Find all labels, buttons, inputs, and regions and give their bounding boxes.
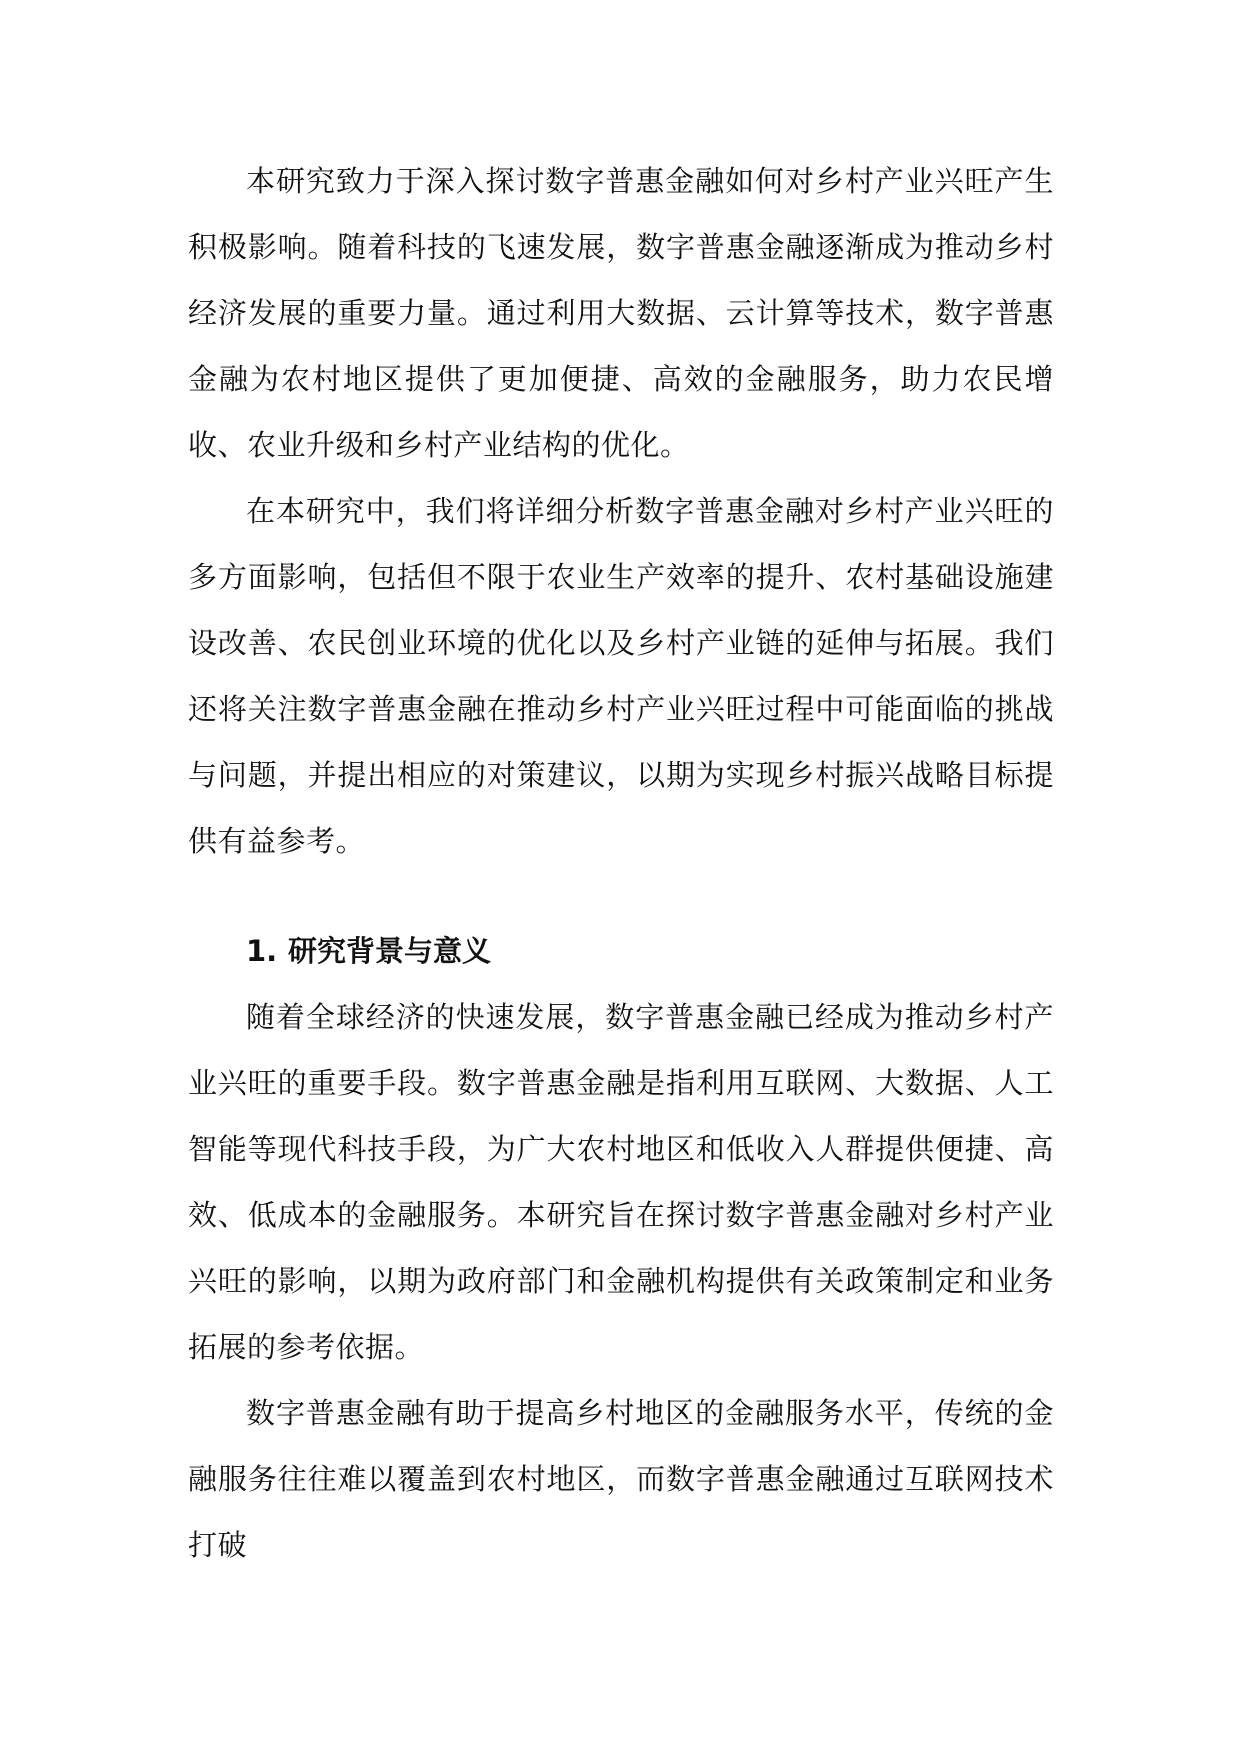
document-page [188,148,1054,1578]
intro-paragraph-1: 本研究致力于深入探讨数字普惠金融如何对乡村产业兴旺产生积极影响。随着科技的飞速发展，数字普惠金融逐渐成为推动乡村经济发展的重要力量。通过利用大数据、云计算等技术，数字普惠金融为农村地区提供了更加便捷、高效的金融服务，助力农民增收、农业升级和乡村产业结构的优化。 [188,164,1054,462]
section-heading [188,918,1054,984]
section-paragraph-2: 数字普惠金融有助于提高乡村地区的金融服务水平，传统的金融服务往往难以覆盖到农村地区，而数字普惠金融通过互联网技术打破 [188,1396,1054,1562]
section-title: 研究背景与意义 [288,934,492,968]
section-number: 1. [246,934,278,968]
intro-paragraph-2: 在本研究中，我们将详细分析数字普惠金融对乡村产业兴旺的多方面影响，包括但不限于农业生产效率的提升、农村基础设施建设改善、农民创业环境的优化以及乡村产业链的延伸与拓展。我们还将关注数字普惠金融在推动乡村产业兴旺过程中可能面临的挑战与问题，并提出相应的对策建议，以期为实现乡村振兴战略目标提供有益参考。 [188,494,1054,858]
section-paragraph-1: 随着全球经济的快速发展，数字普惠金融已经成为推动乡村产业兴旺的重要手段。数字普惠金融是指利用互联网、大数据、人工智能等现代科技手段，为广大农村地区和低收入人群提供便捷、高效、低成本的金融服务。本研究旨在探讨数字普惠金融对乡村产业兴旺的影响，以期为政府部门和金融机构提供有关政策制定和业务拓展的参考依据。 [188,1000,1054,1364]
